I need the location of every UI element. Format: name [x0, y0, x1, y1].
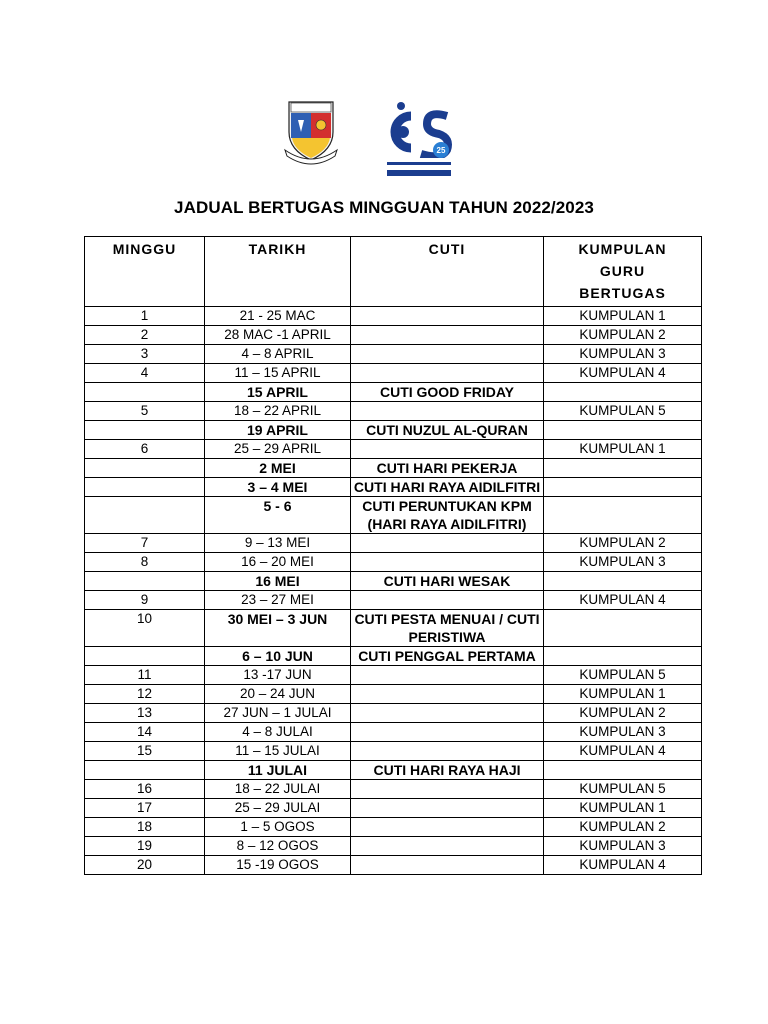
cell-minggu: 4 [85, 364, 205, 383]
svg-text:25: 25 [436, 146, 446, 155]
cell-tarikh: 16 – 20 MEI [205, 553, 351, 572]
cell-minggu: 18 [85, 818, 205, 837]
cell-cuti [351, 534, 544, 553]
table-row [85, 647, 702, 666]
cell-tarikh: 30 MEI – 3 JUN [205, 610, 351, 647]
cell-tarikh: 16 MEI [205, 572, 351, 591]
cell-cuti [351, 742, 544, 761]
cell-cuti: CUTI NUZUL AL-QURAN [351, 421, 544, 440]
cell-minggu: 15 [85, 742, 205, 761]
table-row [85, 742, 702, 761]
cell-cuti [351, 704, 544, 723]
cell-kumpulan: KUMPULAN 3 [544, 345, 702, 364]
table-row [85, 553, 702, 572]
cell-tarikh: 9 – 13 MEI [205, 534, 351, 553]
cell-kumpulan: KUMPULAN 4 [544, 591, 702, 610]
cell-kumpulan: KUMPULAN 5 [544, 666, 702, 685]
cell-tarikh: 25 – 29 APRIL [205, 440, 351, 459]
ics-25-logo [383, 98, 455, 180]
cell-cuti: CUTI PESTA MENUAI / CUTI PERISTIWA [351, 610, 544, 647]
cell-kumpulan: KUMPULAN 3 [544, 837, 702, 856]
cell-minggu: 13 [85, 704, 205, 723]
table-row [85, 666, 702, 685]
cell-cuti: CUTI HARI PEKERJA [351, 459, 544, 478]
cell-kumpulan: KUMPULAN 4 [544, 856, 702, 875]
cell-minggu: 5 [85, 402, 205, 421]
table-row [85, 704, 702, 723]
cell-cuti [351, 440, 544, 459]
logos-area [0, 98, 768, 182]
cell-tarikh: 21 - 25 MAC [205, 307, 351, 326]
cell-kumpulan: KUMPULAN 3 [544, 723, 702, 742]
cell-minggu: 2 [85, 326, 205, 345]
cell-minggu [85, 647, 205, 666]
cell-minggu: 19 [85, 837, 205, 856]
cell-minggu [85, 761, 205, 780]
cell-minggu: 11 [85, 666, 205, 685]
cell-tarikh: 18 – 22 JULAI [205, 780, 351, 799]
duty-schedule-table [84, 236, 702, 875]
cell-kumpulan: KUMPULAN 1 [544, 685, 702, 704]
cell-minggu [85, 478, 205, 497]
cell-cuti: CUTI HARI RAYA AIDILFITRI [351, 478, 544, 497]
cell-tarikh: 4 – 8 JULAI [205, 723, 351, 742]
cell-cuti [351, 780, 544, 799]
table-row [85, 497, 702, 534]
cell-tarikh: 19 APRIL [205, 421, 351, 440]
cell-tarikh: 3 – 4 MEI [205, 478, 351, 497]
header-cuti: CUTI [351, 237, 544, 307]
cell-minggu: 9 [85, 591, 205, 610]
cell-cuti [351, 553, 544, 572]
cell-minggu: 3 [85, 345, 205, 364]
cell-tarikh: 15 APRIL [205, 383, 351, 402]
table-row [85, 478, 702, 497]
cell-minggu: 14 [85, 723, 205, 742]
table-row [85, 307, 702, 326]
cell-cuti [351, 818, 544, 837]
cell-kumpulan [544, 383, 702, 402]
cell-kumpulan: KUMPULAN 1 [544, 307, 702, 326]
header-tarikh: TARIKH [205, 237, 351, 307]
cell-tarikh: 18 – 22 APRIL [205, 402, 351, 421]
table-row [85, 364, 702, 383]
table-row [85, 459, 702, 478]
table-header-row [85, 237, 702, 307]
table-row [85, 326, 702, 345]
cell-tarikh: 15 -19 OGOS [205, 856, 351, 875]
cell-cuti [351, 307, 544, 326]
table-row [85, 383, 702, 402]
cell-cuti [351, 685, 544, 704]
cell-minggu: 17 [85, 799, 205, 818]
cell-cuti: CUTI HARI WESAK [351, 572, 544, 591]
table-row [85, 818, 702, 837]
cell-tarikh: 13 -17 JUN [205, 666, 351, 685]
table-row [85, 572, 702, 591]
cell-tarikh: 5 - 6 [205, 497, 351, 534]
cell-minggu: 12 [85, 685, 205, 704]
cell-kumpulan: KUMPULAN 3 [544, 553, 702, 572]
cell-minggu: 6 [85, 440, 205, 459]
cell-kumpulan: KUMPULAN 5 [544, 402, 702, 421]
cell-minggu: 7 [85, 534, 205, 553]
cell-kumpulan: KUMPULAN 5 [544, 780, 702, 799]
cell-kumpulan [544, 459, 702, 478]
cell-kumpulan [544, 647, 702, 666]
table-row [85, 856, 702, 875]
table-row [85, 761, 702, 780]
cell-tarikh: 28 MAC -1 APRIL [205, 326, 351, 345]
cell-cuti: CUTI PENGGAL PERTAMA [351, 647, 544, 666]
cell-tarikh: 27 JUN – 1 JULAI [205, 704, 351, 723]
cell-cuti [351, 345, 544, 364]
cell-minggu: 1 [85, 307, 205, 326]
cell-tarikh: 11 – 15 JULAI [205, 742, 351, 761]
cell-kumpulan [544, 421, 702, 440]
table-row [85, 591, 702, 610]
header-minggu: MINGGU [85, 237, 205, 307]
cell-minggu [85, 572, 205, 591]
table-row [85, 799, 702, 818]
cell-kumpulan: KUMPULAN 2 [544, 534, 702, 553]
cell-kumpulan [544, 497, 702, 534]
cell-kumpulan: KUMPULAN 4 [544, 364, 702, 383]
page-title: JADUAL BERTUGAS MINGGUAN TAHUN 2022/2023 [174, 198, 594, 217]
cell-kumpulan: KUMPULAN 1 [544, 799, 702, 818]
cell-kumpulan: KUMPULAN 1 [544, 440, 702, 459]
cell-kumpulan [544, 572, 702, 591]
cell-minggu: 20 [85, 856, 205, 875]
table-row [85, 421, 702, 440]
cell-cuti [351, 837, 544, 856]
cell-kumpulan: KUMPULAN 2 [544, 326, 702, 345]
cell-minggu [85, 421, 205, 440]
cell-cuti [351, 799, 544, 818]
table-row [85, 402, 702, 421]
cell-minggu: 8 [85, 553, 205, 572]
cell-cuti: CUTI PERUNTUKAN KPM (HARI RAYA AIDILFITRI) [351, 497, 544, 534]
cell-tarikh: 4 – 8 APRIL [205, 345, 351, 364]
cell-tarikh: 25 – 29 JULAI [205, 799, 351, 818]
cell-cuti: CUTI GOOD FRIDAY [351, 383, 544, 402]
cell-tarikh: 2 MEI [205, 459, 351, 478]
cell-cuti [351, 723, 544, 742]
school-crest-logo [283, 98, 339, 166]
cell-tarikh: 23 – 27 MEI [205, 591, 351, 610]
table-row [85, 345, 702, 364]
cell-minggu: 16 [85, 780, 205, 799]
cell-kumpulan [544, 761, 702, 780]
table-row [85, 440, 702, 459]
cell-minggu [85, 383, 205, 402]
table-row [85, 610, 702, 647]
cell-minggu [85, 459, 205, 478]
cell-cuti [351, 364, 544, 383]
cell-tarikh: 6 – 10 JUN [205, 647, 351, 666]
cell-cuti [351, 402, 544, 421]
cell-kumpulan [544, 478, 702, 497]
cell-tarikh: 20 – 24 JUN [205, 685, 351, 704]
cell-cuti [351, 666, 544, 685]
cell-cuti: CUTI HARI RAYA HAJI [351, 761, 544, 780]
table-body [85, 307, 702, 875]
cell-tarikh: 11 – 15 APRIL [205, 364, 351, 383]
table-row [85, 780, 702, 799]
cell-tarikh: 1 – 5 OGOS [205, 818, 351, 837]
cell-kumpulan: KUMPULAN 2 [544, 818, 702, 837]
cell-kumpulan: KUMPULAN 2 [544, 704, 702, 723]
header-kumpulan: KUMPULAN GURU BERTUGAS [544, 237, 702, 307]
cell-cuti [351, 856, 544, 875]
table-row [85, 723, 702, 742]
cell-tarikh: 8 – 12 OGOS [205, 837, 351, 856]
cell-minggu [85, 497, 205, 534]
cell-minggu: 10 [85, 610, 205, 647]
cell-kumpulan: KUMPULAN 4 [544, 742, 702, 761]
cell-cuti [351, 591, 544, 610]
table-row [85, 837, 702, 856]
table-row [85, 534, 702, 553]
cell-cuti [351, 326, 544, 345]
table-row [85, 685, 702, 704]
cell-tarikh: 11 JULAI [205, 761, 351, 780]
cell-kumpulan [544, 610, 702, 647]
